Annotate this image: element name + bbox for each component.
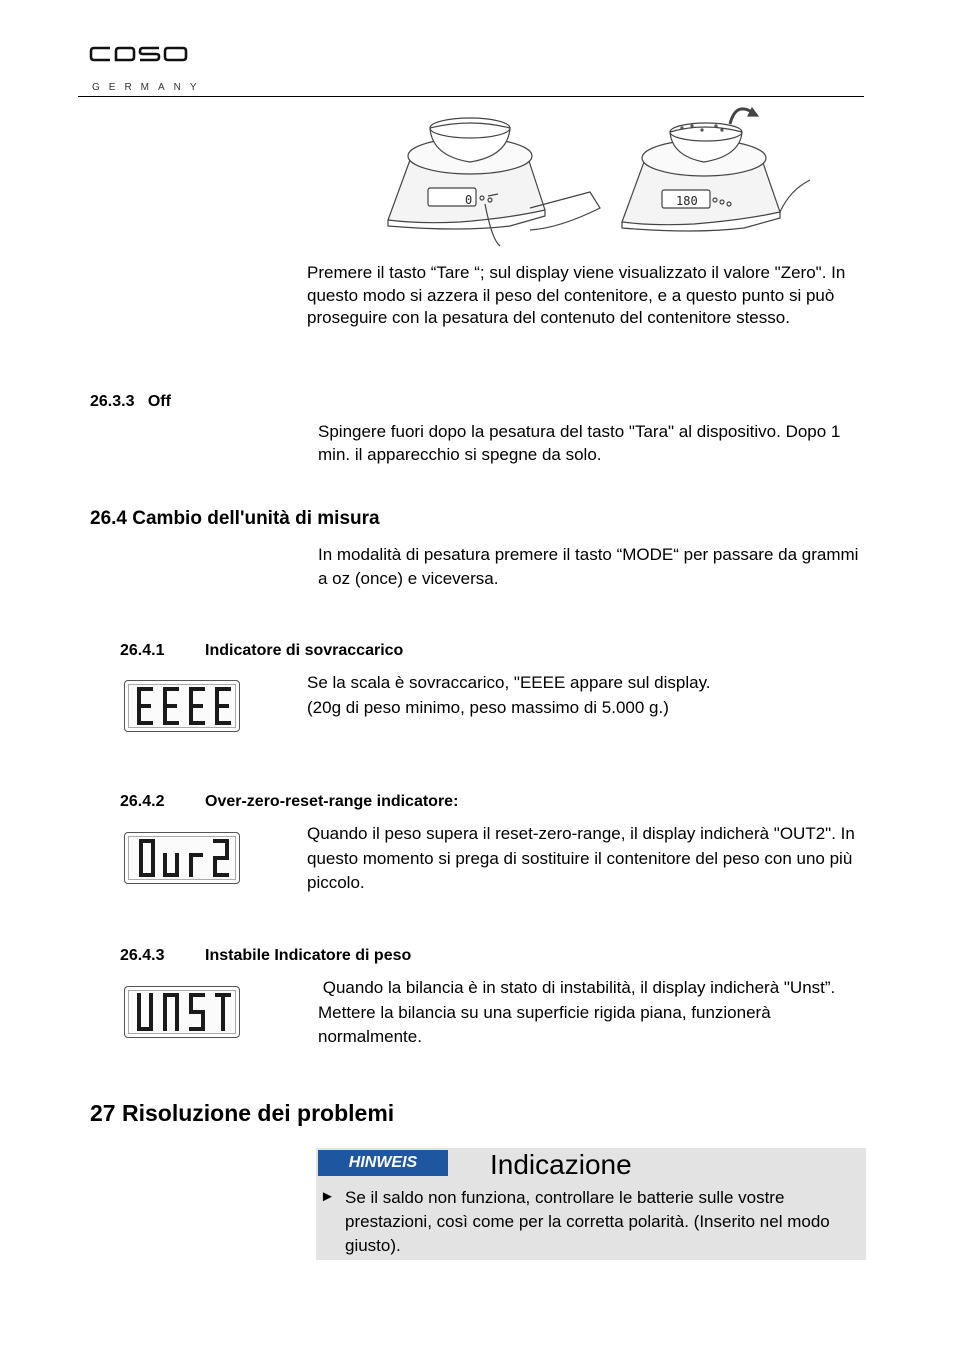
lcd-out2 [124,832,240,884]
brand-subtitle: GERMANY [92,82,206,93]
lcd-eeee [124,680,240,732]
arrow-bullet-icon: ► [320,1188,335,1205]
unstable-paragraph: Quando la bilancia è in stato di instabilità, il display indicherà "Unst”. Mettere la bilancia su una superficie rigida piana, funzionerà normalmente. [318,978,841,1046]
lcd-unst [124,986,240,1038]
overload-line-2: (20g di peso minimo, peso massimo di 5.000 g.) [307,698,669,717]
note-title: Indicazione [490,1149,632,1180]
lcd-out2-digits [125,833,239,883]
note-text: Se il saldo non funziona, controllare le batterie sulle vostre prestazioni, così come per la corretta polarità. (Inserito nel modo giusto). [345,1188,830,1255]
overzero-paragraph: Quando il peso supera il reset-zero-range, il display indicherà "OUT2". In questo momento si prega di sostituire il contenitore del peso con uno più piccolo. [307,824,855,892]
heading-unit-change: 26.4 Cambio dell'unità di misura [90,508,380,529]
heading-off: 26.3.3 Off [90,393,171,410]
display-reading-left: 0 [465,193,473,207]
brand-logo [78,34,206,104]
lcd-unst-digits [125,987,239,1037]
heading-unstable: Instabile Indicatore di peso [205,947,412,964]
tare-paragraph: Premere il tasto “Tare “; sul display viene visualizzato il valore "Zero". In questo modo si azzera il peso del contenitore, e a questo punto si può proseguire con la pesatura del contenuto del contenitore stesso. [307,263,846,327]
hinweis-badge: HINWEIS [318,1150,448,1176]
heading-overload-number: 26.4.1 [120,642,165,659]
heading-unstable-number: 26.4.3 [120,947,165,964]
lcd-eeee-digits [125,681,239,731]
heading-overzero: Over-zero-reset-range indicatore: [205,793,459,810]
heading-troubleshooting: 27 Risoluzione dei problemi [90,1100,395,1126]
heading-overzero-number: 26.4.2 [120,793,165,810]
caso-logo-mark [88,44,208,84]
header-rule [78,96,864,97]
unit-change-paragraph: In modalità di pesatura premere il tasto “MODE“ per passare da grammi a oz (once) e viceversa. [318,545,859,588]
scale-illustrations [370,100,820,250]
scale-drawings [370,100,820,250]
heading-overload: Indicatore di sovraccarico [205,642,404,659]
off-paragraph: Spingere fuori dopo la pesatura del tasto "Tara" al dispositivo. Dopo 1 min. il apparecchio si spegne da solo. [318,422,841,464]
overload-line-1: Se la scala è sovraccarico, "EEEE appare sul display. [307,673,711,692]
display-reading-right: 180 [676,194,698,208]
